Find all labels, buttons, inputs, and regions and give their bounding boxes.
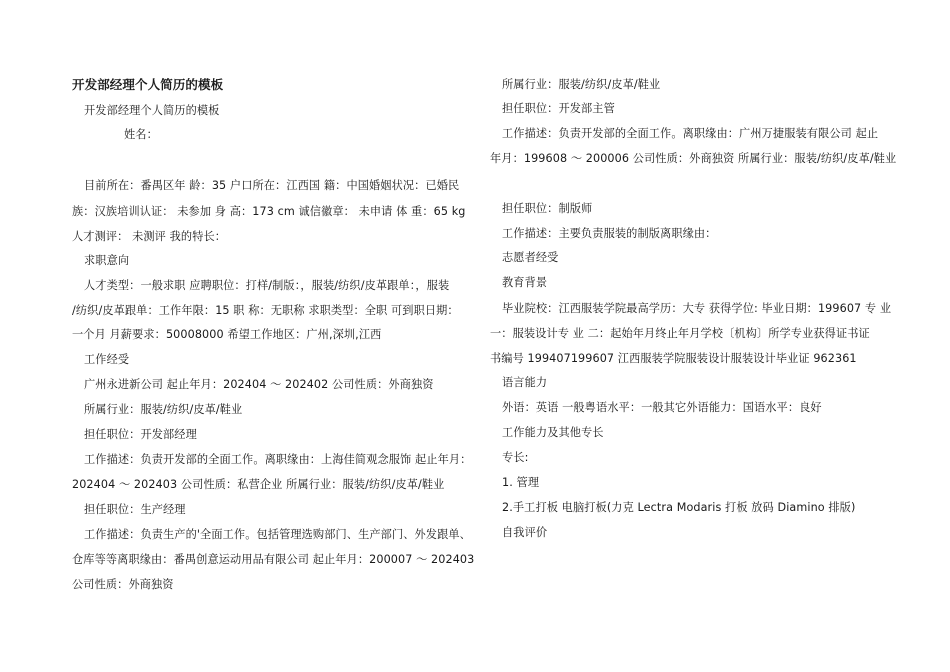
section-heading-language: 语言能力 xyxy=(502,376,548,389)
skills-label: 专长: xyxy=(502,451,529,464)
education-line-1: 毕业院校：江西服装学院最高学历：大专 获得学位: 毕业日期：199607 专 业 xyxy=(502,302,892,315)
work-entry-company: 广州永进新公司 起止年月：202404 ～ 202402 公司性质：外商独资 xyxy=(84,378,434,391)
work-entry-description: 工作描述：负责开发部的全面工作。离职缘由：上海佳简观念服饰 起止年月： xyxy=(84,453,472,466)
work-entry-description-3: 工作描述：负责开发部的全面工作。离职缘由：广州万捷服装有限公司 起止 xyxy=(502,127,879,140)
work-entry-industry: 所属行业：服装/纺织/皮革/鞋业 xyxy=(84,403,243,416)
section-heading-volunteer: 志愿者经受 xyxy=(502,251,559,264)
job-intention-line-3: 一个月 月薪要求：50008000 希望工作地区：广州,深圳,江西 xyxy=(72,328,382,341)
work-entry-description-3-cont: 年月：199608 ～ 200006 公司性质：外商独资 所属行业：服装/纺织/皮革/鞋业 xyxy=(490,152,897,165)
personal-info-line-1: 目前所在：番禺区年 龄：35 户口所在：江西国 籍：中国婚姻状况：已婚民 xyxy=(84,179,460,192)
personal-info-line-2: 族：汉族培训认证： 未参加 身 高：173 cm 诚信徽章： 未申请 体 重：65 kg xyxy=(72,205,466,218)
education-line-3: 书编号 199407199607 江西服装学院服装设计服装设计毕业证 962361 xyxy=(490,352,857,365)
section-heading-self-evaluation: 自我评价 xyxy=(502,526,548,539)
work-entry-description-2-cont: 仓库等等离职缘由：番禺创意运动用品有限公司 起止年月：200007 ～ 202403 xyxy=(72,553,475,566)
skill-item-1: 1. 管理 xyxy=(502,476,540,489)
work-entry-company-type: 公司性质：外商独资 xyxy=(72,578,174,591)
section-heading-work-experience: 工作经受 xyxy=(84,353,130,366)
section-heading-skills: 工作能力及其他专长 xyxy=(502,426,604,439)
personal-info-line-3: 人才测评： 未测评 我的特长： xyxy=(72,230,227,243)
section-heading-education: 教育背景 xyxy=(502,276,548,289)
education-line-2: 一：服装设计专 业 二：起始年月终止年月学校〔机构〕所学专业获得证书证 xyxy=(490,327,870,340)
work-entry-description-4: 工作描述：主要负责服装的制版离职缘由： xyxy=(502,227,717,240)
work-entry-description-2: 工作描述：负责生产的'全面工作。包括管理选购部门、生产部门、外发跟单、 xyxy=(84,528,471,541)
document-title: 开发部经理个人简历的模板 xyxy=(72,77,224,92)
skill-item-2: 2.手工打板 电脑打板(力克 Lectra Modaris 打板 放码 Diamino 排版) xyxy=(502,501,856,514)
language-line: 外语：英语 一般粤语水平：一般其它外语能力：国语水平：良好 xyxy=(502,401,822,414)
work-entry-description-cont: 202404 ～ 202403 公司性质：私营企业 所属行业：服装/纺织/皮革/鞋业 xyxy=(72,478,445,491)
section-heading-job-intention: 求职意向 xyxy=(84,254,130,267)
work-entry-position: 担任职位：开发部经理 xyxy=(84,428,197,441)
job-intention-line-2: /纺织/皮革跟单：工作年限：15 职 称：无职称 求职类型：全职 可到职日期： xyxy=(72,304,459,317)
work-entry-industry-3: 所属行业：服装/纺织/皮革/鞋业 xyxy=(502,78,661,91)
subtitle: 开发部经理个人简历的模板 xyxy=(84,104,220,117)
job-intention-line-1: 人才类型：一般求职 应聘职位：打样/制版：，服装/纺织/皮革跟单：，服装 xyxy=(84,279,450,292)
work-entry-position-2: 担任职位：生产经理 xyxy=(84,503,186,516)
work-entry-position-4: 担任职位：制版师 xyxy=(502,202,593,215)
work-entry-position-3: 担任职位：开发部主管 xyxy=(502,102,615,115)
name-label: 姓名： xyxy=(124,128,158,141)
